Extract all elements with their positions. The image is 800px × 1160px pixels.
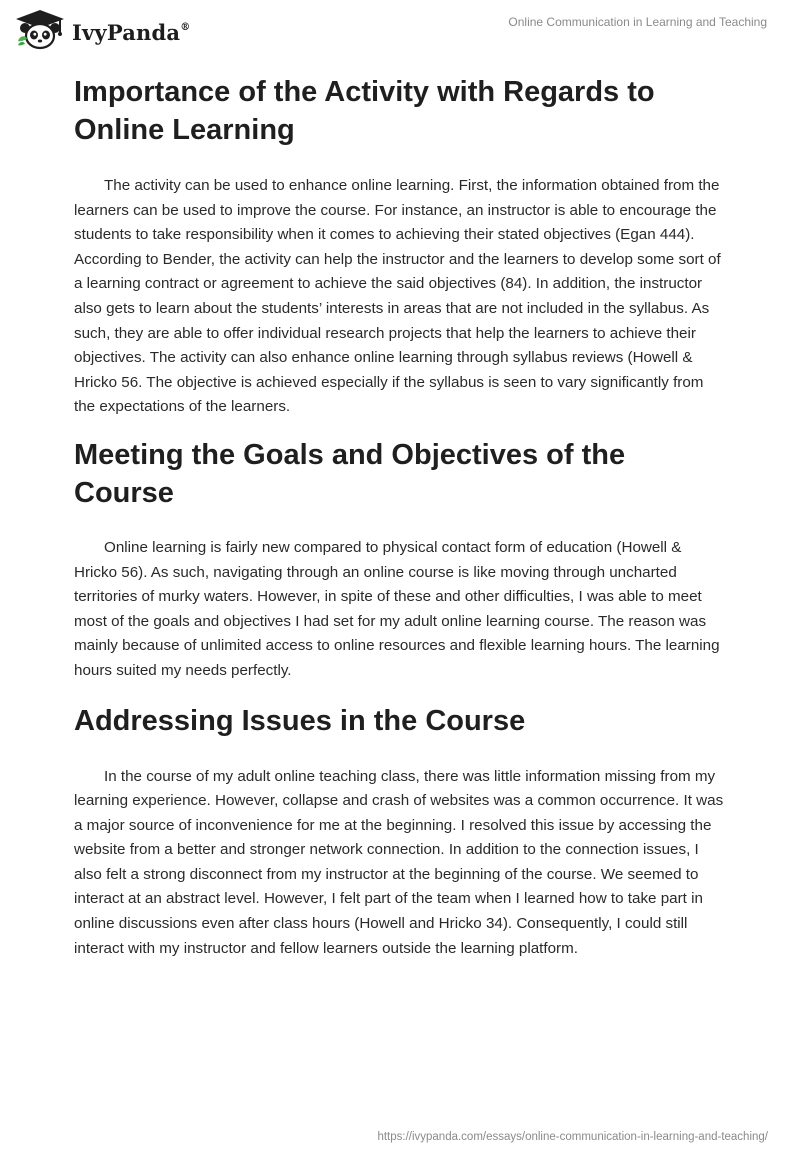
page-header <box>0 0 800 62</box>
section-heading: Addressing Issues in the Course <box>74 704 526 737</box>
ivypanda-logo[interactable] <box>14 9 190 51</box>
brand-name: IvyPanda® <box>72 19 191 45</box>
section-paragraph: The activity can be used to enhance online learning. First, the information obtained from the learners can be used to improve the course. For instance, an instructor is able to encourage the students to take responsibility when it comes to achieving their stated objectives (Egan 444). According to Bender, the activity can help the instructor and the learners to develop some sort of a learning contract or agreement to achieve the said objectives (84). In addition, the instructor also gets to learn about the students’ interests in areas that are not included in the syllabus. As such, they are able to offer individual research projects that help the learners to achieve their objectives. The activity can also enhance online learning through syllabus reviews (Howell & Hricko 56. The objective is achieved especially if the syllabus is seen to vary significantly from the expectations of the learners. <box>74 177 721 416</box>
section-paragraph: In the course of my adult online teaching class, there was little information missing from my learning experience. However, collapse and crash of websites was a common occurrence. It was a major source of inconvenience for me at the beginning. I resolved this issue by accessing the website from a better and stronger network connection. In addition to the connection issues, I also felt a strong disconnect from my instructor at the beginning of the course. We seemed to interact at an abstract level. However, I felt part of the team when I learned how to take part in online discussions even after class hours (Howell and Hricko 34). Consequently, I could still interact with my instructor and fellow learners outside the learning platform. <box>74 767 724 957</box>
source-url[interactable]: https://ivypanda.com/essays/online-communication-in-learning-and-teaching/ <box>377 1131 768 1143</box>
panda-graduation-cap-icon <box>14 9 66 51</box>
section-heading: Meeting the Goals and Objectives of the Course <box>74 438 626 509</box>
section-paragraph: Online learning is fairly new compared to physical contact form of education (Howell & Hricko 56). As such, navigating through an online course is like moving through uncharted territories of murky waters. However, in spite of these and other difficulties, I was able to meet most of the goals and objectives I had set for my adult online learning course. The reason was mainly because of unlimited access to online resources and flexible learning hours. The learning hours suited my needs perfectly. <box>74 538 720 679</box>
document-title: Online Communication in Learning and Teaching <box>508 15 767 29</box>
section-heading: Importance of the Activity with Regards to Online Learning <box>74 76 655 146</box>
essay-content <box>74 70 724 961</box>
